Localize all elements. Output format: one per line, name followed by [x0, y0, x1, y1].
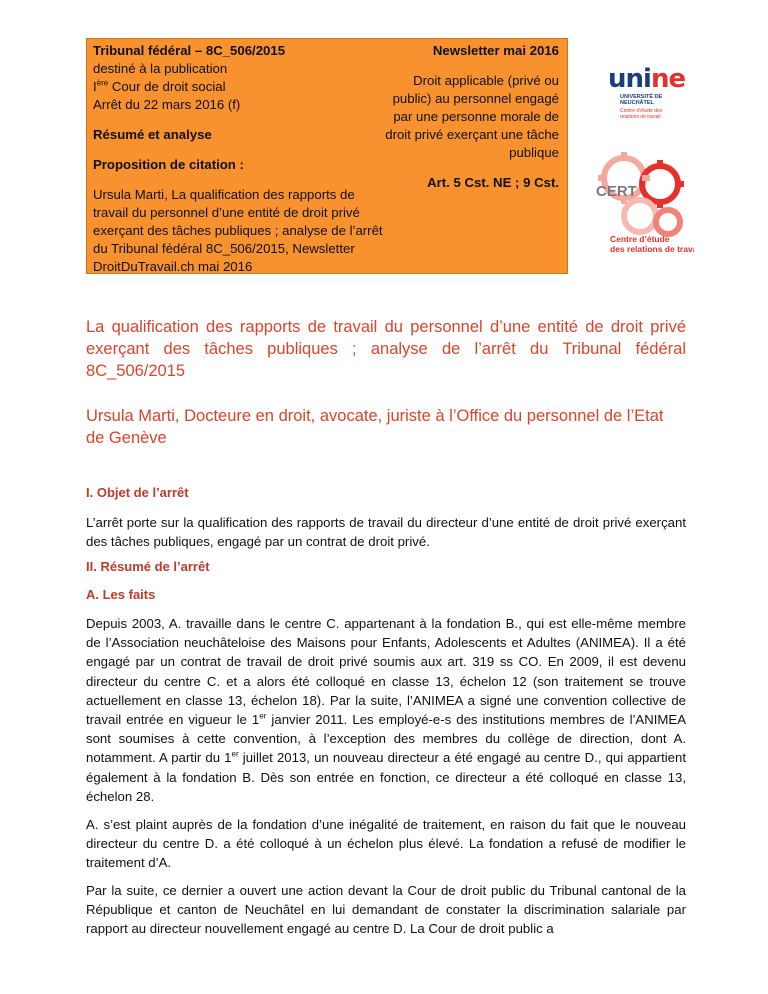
publication-note: destiné à la publication [93, 61, 228, 76]
section-heading-objet: I. Objet de l’arrêt [86, 485, 189, 500]
header-left [93, 42, 393, 276]
court-chamber: Ière Cour de droit social [93, 78, 226, 94]
cert-gears-icon [582, 150, 694, 260]
topic-text: Droit applicable (privé ou public) au personnel engagé par une personne morale de droit privé exerçant une tâche publique [385, 73, 559, 160]
facts-paragraph-2: A. s’est plaint auprès de la fondation d’une inégalité de traitement, en raison du fait que le nouveau directeur du centre D. a été colloqué à un échelon plus élevé. La fondation a refusé de modifier le traitement d’A. [86, 817, 686, 871]
author-line: Ursula Marti, Docteure en droit, avocate, juriste à l’Office du personnel de l’Etat de Genève [86, 407, 664, 447]
decision-date: Arrêt du 22 mars 2016 (f) [93, 97, 241, 112]
section-heading-resume: II. Résumé de l’arrêt [86, 559, 210, 574]
unine-logo: unine UNIVERSITÉ DE NEUCHÂTEL Centre d’étude des relations de travail [608, 64, 686, 120]
header-box [86, 38, 568, 274]
summary-label: Résumé et analyse [93, 127, 212, 142]
svg-text:Centre d’étude: Centre d’étude [610, 234, 670, 244]
court-reference: Tribunal fédéral – 8C_506/2015 [93, 43, 286, 58]
section-objet-text: L’arrêt porte sur la qualification des rapports de travail du directeur d’une entité de droit privé exerçant des tâches publiques, engagé par un contrat de droit privé. [86, 515, 686, 550]
facts-paragraph-1: Depuis 2003, A. travaille dans le centre C. appartenant à la fondation B., qui est elle-même membre de l’Association neuchâteloise des Maisons pour Enfants, Adolescents et Adultes (ANIMEA). Il a été engagé par un contrat de travail de droit privé soumis aux art. 319 ss CO. En 2009, il est devenu directeur du centre C. et a alors été colloqué en classe 13, échelon 12 (son traitement se trouve actuellement en classe 13, échelon 18). Par la suite, l’ANIMEA a signé une convention collective de travail entrée en vigueur le 1er janvier 2011. Les employé-e-s des institutions membres de l’ANIMEA sont soumises à cette convention, à l’exception des membres du collège de direction, dont A. notamment. A partir du 1er juillet 2013, un nouveau directeur a été engagé au centre D., qui appartient également à la fondation B. Dès son entrée en fonction, ce directeur a été colloqué en classe 13, échelon 28. [86, 616, 686, 804]
citation-label: Proposition de citation : [93, 157, 244, 172]
citation-text: Ursula Marti, La qualification des rapports de travail du personnel d’une entité de droit privé exerçant des tâches publiques ; analyse de l’arrêt du Tribunal fédéral 8C_506/2015, Newsletter DroitDuTravail.ch mai 2016 [93, 187, 383, 274]
svg-text:des relations de travail: des relations de travail [610, 244, 694, 254]
section-heading-faits: A. Les faits [86, 587, 156, 602]
page-title: La qualification des rapports de travail du personnel d’une entité de droit privé exerçant des tâches publiques ; analyse de l’arrêt du Tribunal fédéral 8C_506/2015 [86, 318, 686, 380]
articles-text: Art. 5 Cst. NE ; 9 Cst. [427, 175, 559, 190]
facts-paragraph-3: Par la suite, ce dernier a ouvert une action devant la Cour de droit public du Tribunal cantonal de la République et canton de Neuchâtel en lui demandant de constater la discrimination salariale par rapport au directeur nouvellement engagé au centre D. La Cour de droit public a [86, 883, 686, 937]
cert-logo [582, 150, 694, 260]
newsletter-label: Newsletter mai 2016 [432, 43, 559, 58]
header-right [384, 42, 559, 192]
svg-text:CERT: CERT [596, 183, 637, 200]
